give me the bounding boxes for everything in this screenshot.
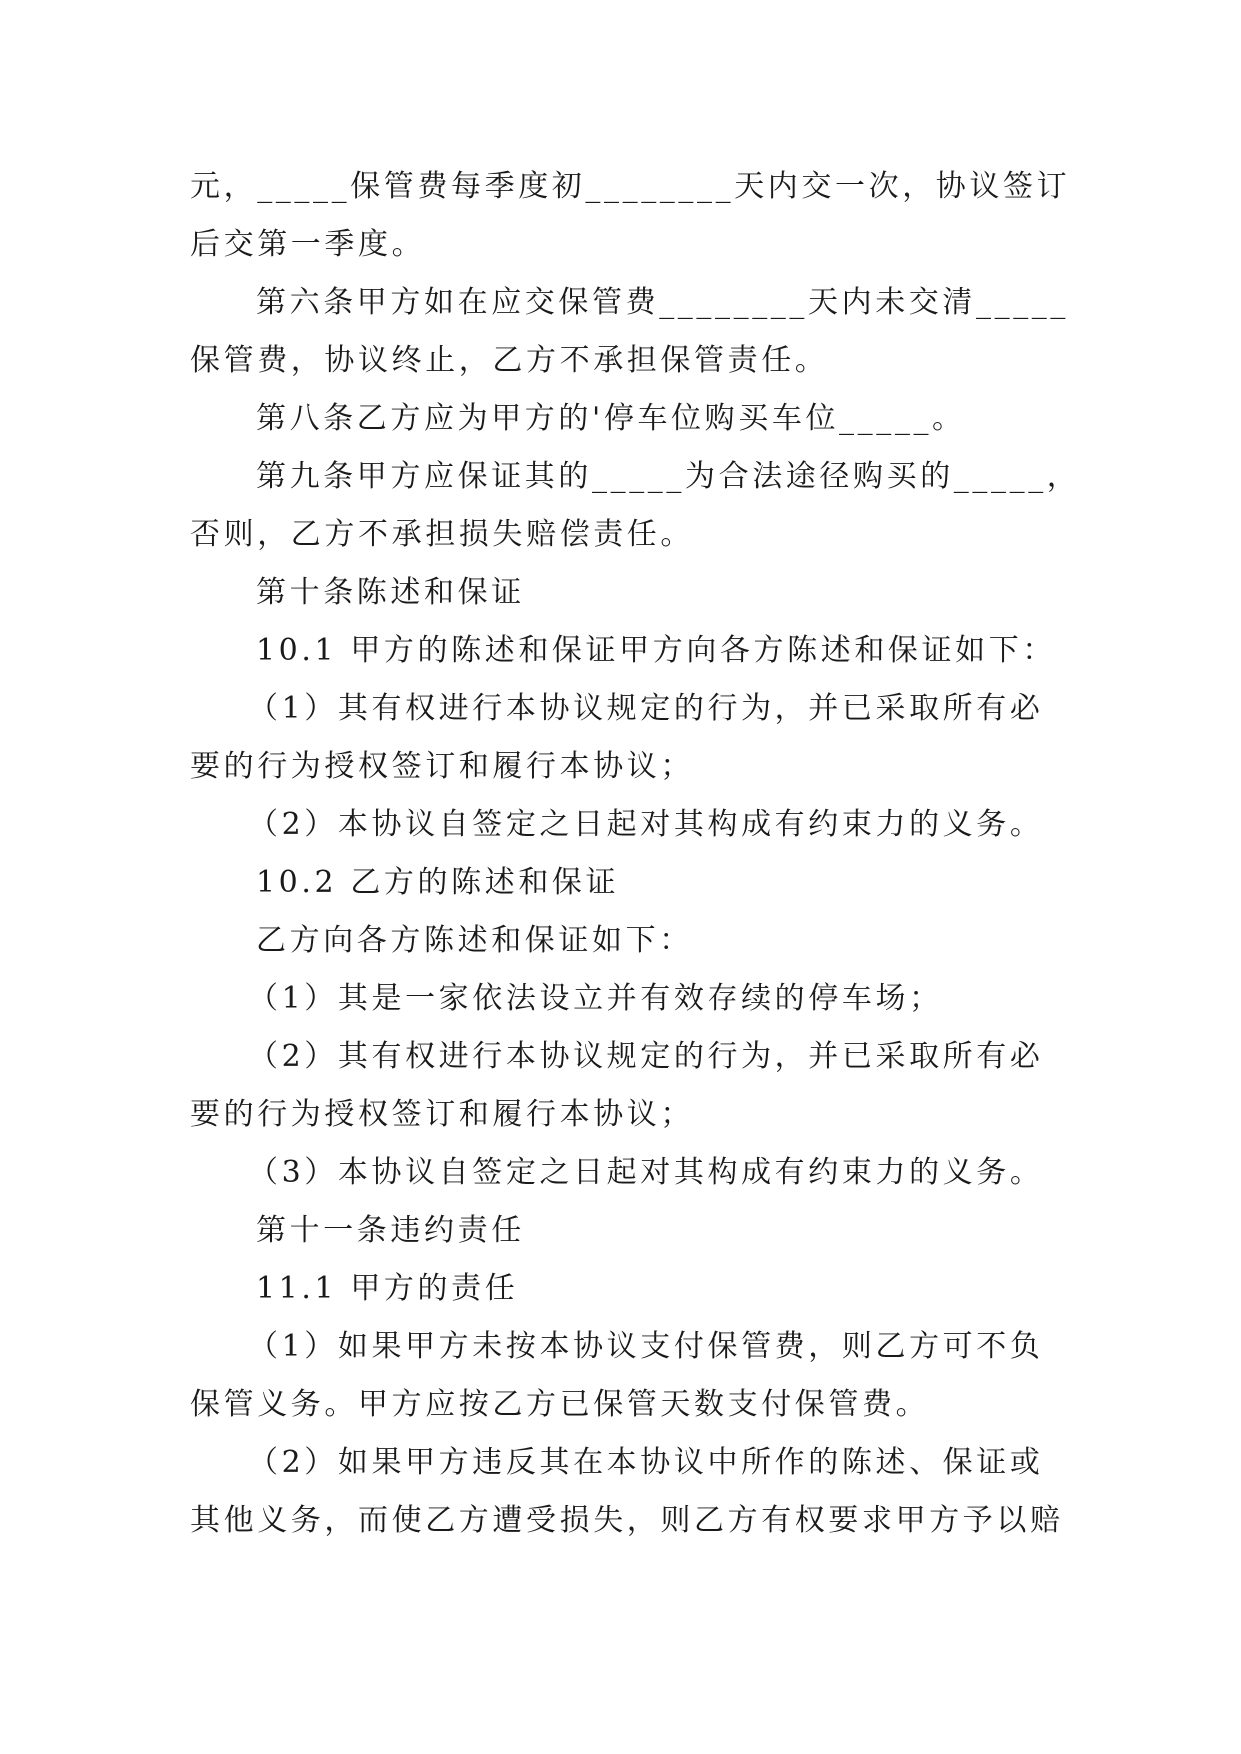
- document-body: [190, 158, 1081, 1550]
- clause-9: 第九条甲方应保证其的_____为合法途径购买的_____，: [256, 459, 1081, 494]
- text-line: 否则，乙方不承担损失赔偿责任。: [190, 517, 694, 552]
- text-line: 保管义务。甲方应按乙方已保管天数支付保管费。: [190, 1387, 930, 1422]
- section-10-2: 10.2 乙方的陈述和保证: [256, 865, 620, 900]
- text-line: 其他义务，而使乙方遭受损失，则乙方有权要求甲方予以赔: [190, 1503, 1064, 1538]
- list-item: （1）其有权进行本协议规定的行为，并已采取所有必: [248, 691, 1044, 726]
- text-line: 后交第一季度。: [190, 227, 426, 262]
- clause-8: 第八条乙方应为甲方的'停车位购买车位_____。: [256, 401, 966, 436]
- list-item: （3）本协议自签定之日起对其构成有约束力的义务。: [248, 1155, 1044, 1190]
- text-line: 乙方向各方陈述和保证如下：: [256, 923, 693, 958]
- list-item: （2）其有权进行本协议规定的行为，并已采取所有必: [248, 1039, 1044, 1074]
- list-item: （1）其是一家依法设立并有效存续的停车场；: [248, 981, 943, 1016]
- list-item: （2）如果甲方违反其在本协议中所作的陈述、保证或: [248, 1445, 1044, 1480]
- list-item: （2）本协议自签定之日起对其构成有约束力的义务。: [248, 807, 1044, 842]
- text-line: 要的行为授权签订和履行本协议；: [190, 1097, 694, 1132]
- clause-11-heading: 第十一条违约责任: [256, 1213, 525, 1248]
- section-11-1: 11.1 甲方的责任: [256, 1271, 519, 1306]
- clause-10-heading: 第十条陈述和保证: [256, 575, 525, 610]
- list-item: （1）如果甲方未按本协议支付保管费，则乙方可不负: [248, 1329, 1044, 1364]
- section-10-1: 10.1 甲方的陈述和保证甲方向各方陈述和保证如下：: [256, 633, 1056, 668]
- text-line: 要的行为授权签订和履行本协议；: [190, 749, 694, 784]
- text-line: 保管费，协议终止，乙方不承担保管责任。: [190, 343, 829, 378]
- text-line: 元，_____保管费每季度初________天内交一次，协议签订: [190, 169, 1071, 204]
- clause-6: 第六条甲方如在应交保管费________天内未交清_____: [256, 285, 1069, 320]
